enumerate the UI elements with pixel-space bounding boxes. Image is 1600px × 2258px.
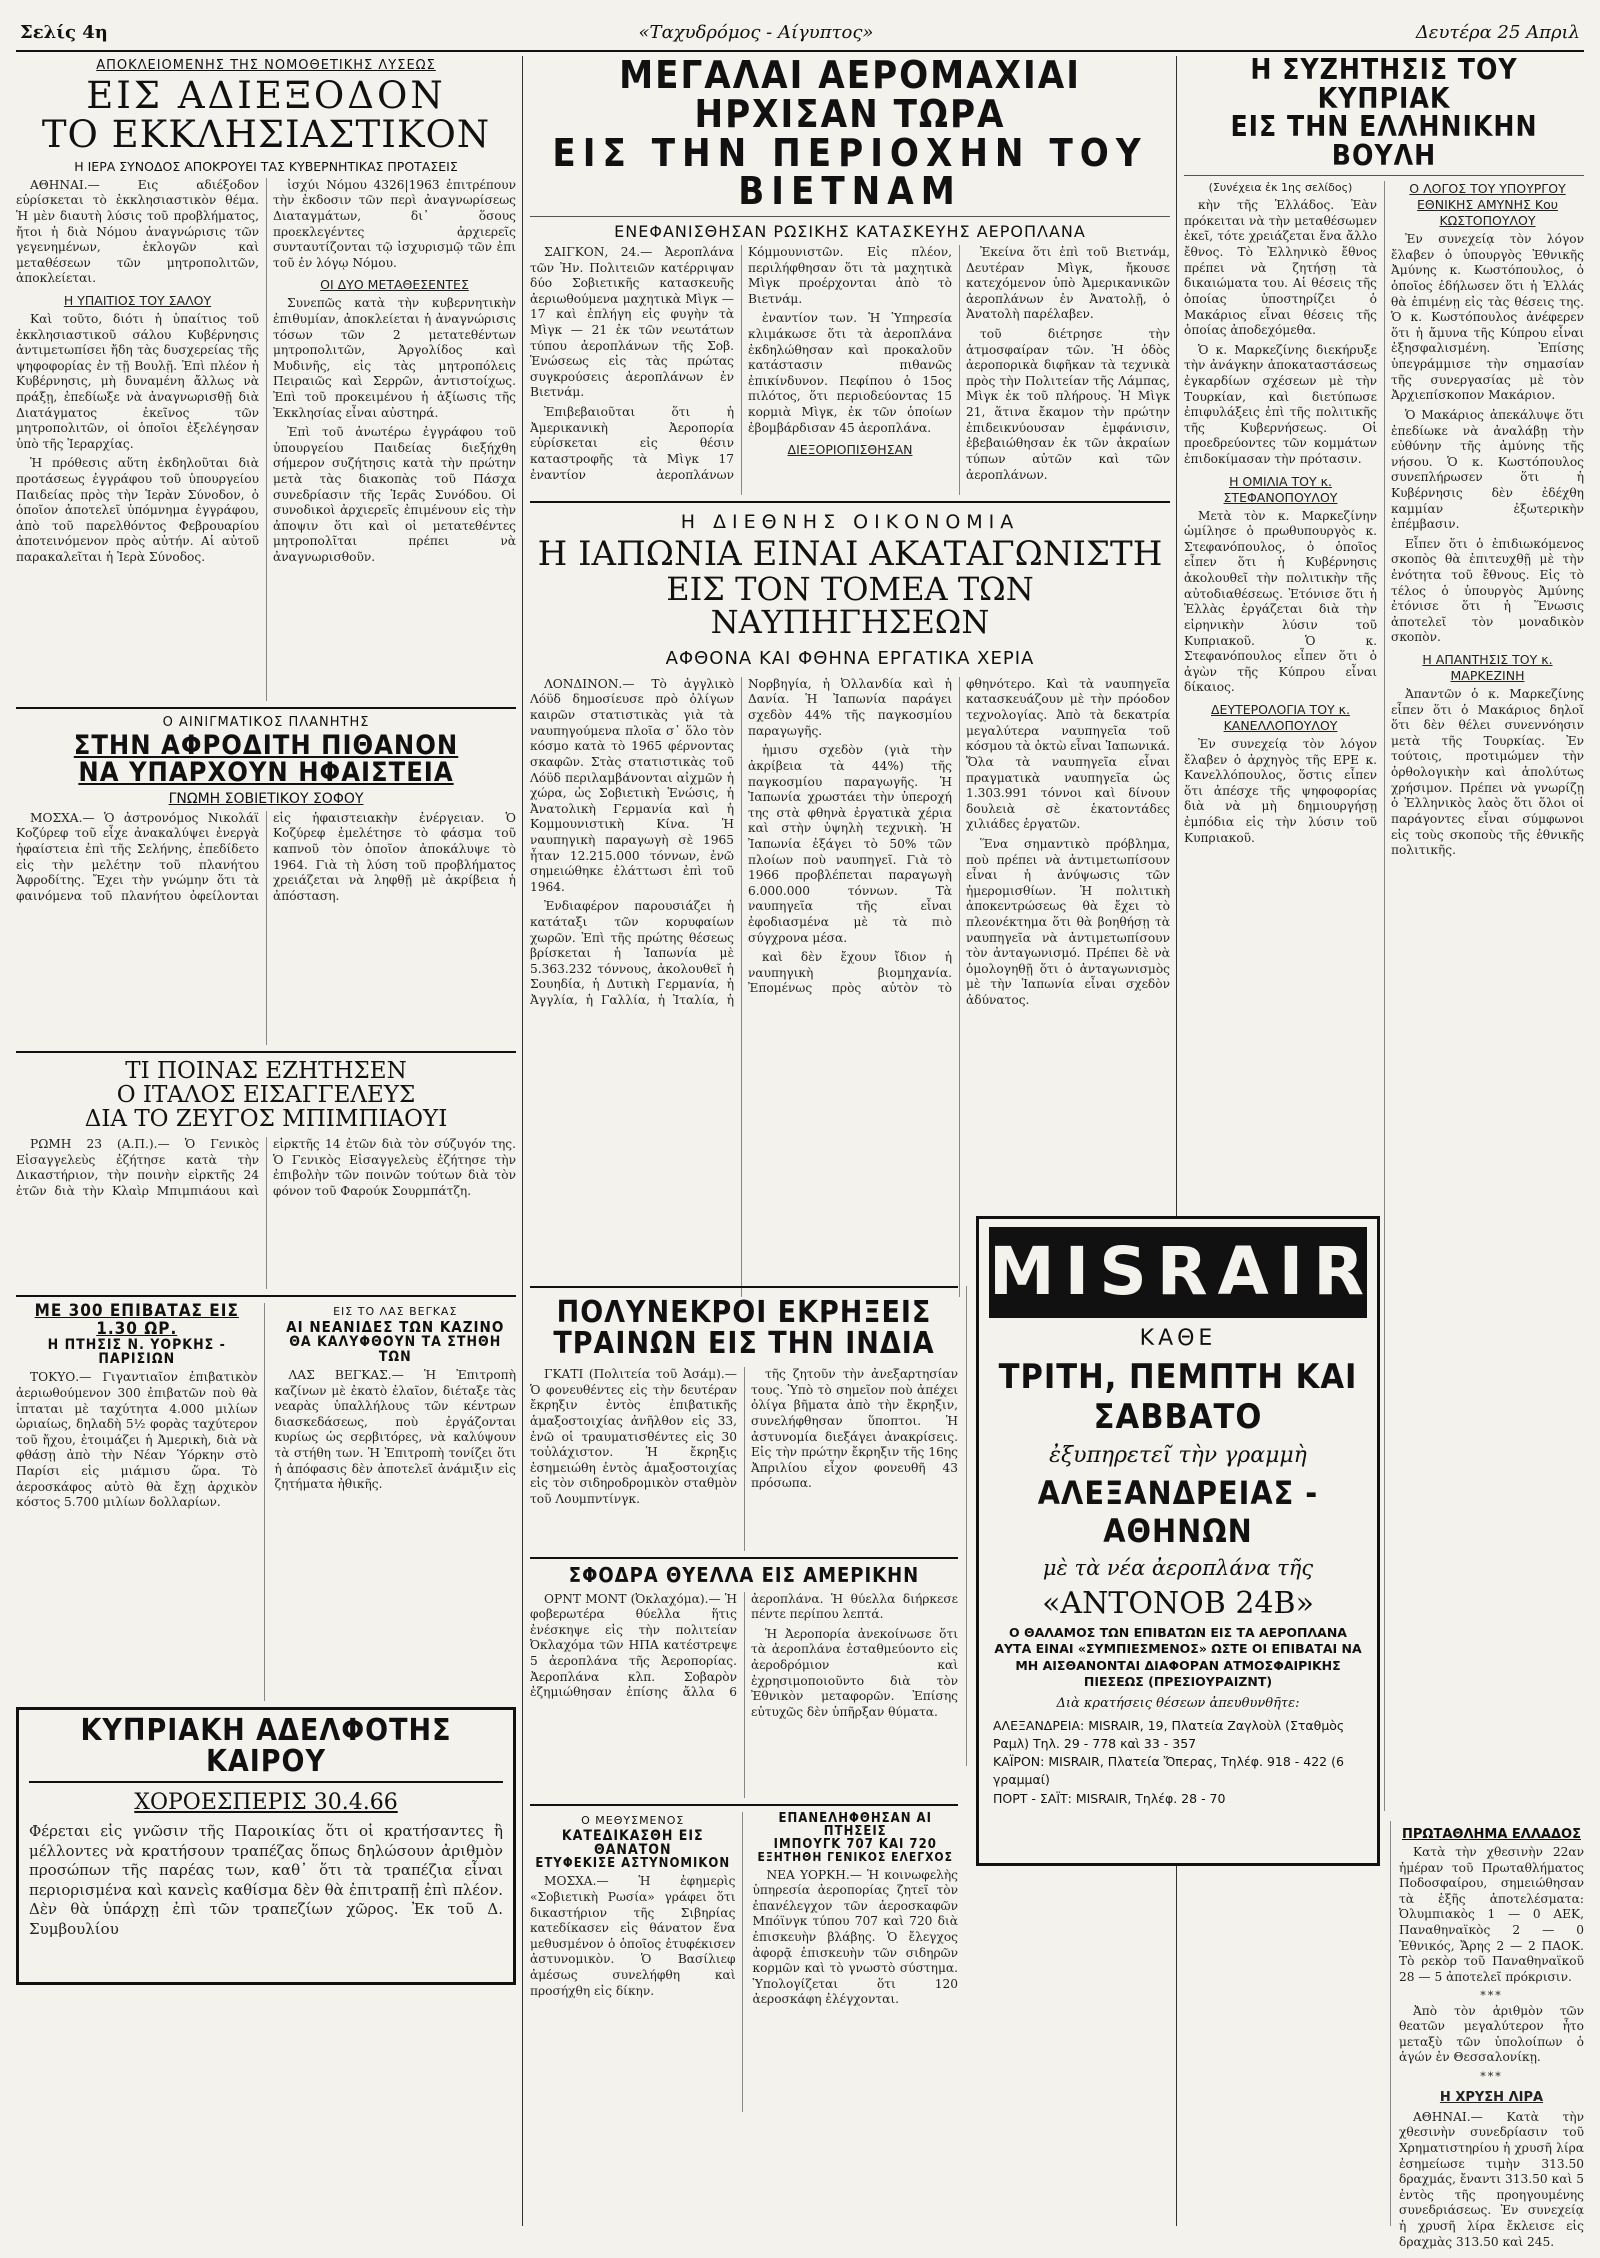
column-rule [966, 1286, 967, 1766]
article-boeing [753, 1812, 959, 2112]
article-kicker: Ο ΜΕΘΥΣΜΕΝΟΣ [581, 1813, 685, 1827]
paragraph: καὶ δὲν ἔχουν ἴδιον ἡ ναυπηγικὴ βιομηχανία. Ἐπομένως πρὸς αὐτὸν τὸ φθηνότερο. Καὶ τὰ ναυπηγεῖα κατασκευάζουν μὲ τὴν πρόοδον τεχνολογίας. Ἀπὸ τὰ δεκατρία μεγαλύτερα ναυπηγεῖα τοῦ κόσμου τὰ ὀκτὼ εἶναι Ἰαπωνικά. Ὅλα τὰ ναυπηγεῖα εἶναι πραγματικὰ ναυπηγεῖα ὡς 1.303.991 τόννοι καὶ δίνουν δουλειὰ σὲ ἑκατοντάδες χιλιάδες ἐργατῶν. [748, 676, 1170, 996]
paragraph: Ὁ κ. Μαρκεζίνης διεκήρυξε τὴν ἀνάγκην ἀποκαταστάσεως ἐγκαρδίων σχέσεων μὲ τὴν Τουρκίαν, καὶ διετύπωσε ἐπιφυλάξεις ἐπὶ τῆς πολιτικῆς τῆς Κυβερνήσεως. Οἱ προεδρεύοντες τῶν κομμάτων ἐπιδοκίμασαν τὴν πρότασιν. [1184, 342, 1377, 467]
issue-date: Δευτέρα 25 Απριλ [1415, 22, 1580, 43]
section-subheading: Ο ΛΟΓΟΣ ΤΟΥ ΥΠΟΥΡΓΟΥ ΕΘΝΙΚΗΣ ΑΜΥΝΗΣ Κου ΚΩΣΤΟΠΟΥΛΟΥ [1409, 181, 1566, 229]
paragraph: τῆς ζητοῦν τὴν ἀνεξαρτησίαν τους. Ὑπὸ τὸ σημεῖον ποὺ ἀπέχει ὀλίγα βῆματα ἀπὸ τὴν ἔκρηξιν, συνελήφθησαν ὕποπτοι. Ἡ ἀστυνομία διεξάγει ἀνακρίσεις. Εἰς τὴν πρώτην ἔκρηξιν τῆς 16ης Ἀπριλίου εἶχον φονευθῆ 43 πρόσωπα. [751, 1367, 958, 1491]
column-rule [1176, 56, 1177, 2226]
article-body [16, 1137, 516, 1289]
paragraph: ΓΚΑΤΙ (Πολιτεία τοῦ Ἀσάμ).— Ὁ φονευθέντες εἰς τὴν δευτέραν ἔκρηξιν ἐντὸς ἐπιβατικῆς ἁμαξοστοιχίας ἀνῆλθον εἰς 33, ἐνῶ οἱ τραυματισθέντες εἰς 30 τοὐλάχιστον. Ἡ ἔκρηξις ἐσημειώθη ἐντὸς ἁμαξοστοιχίας εἰς τὸν σιδηροδρομικὸν σταθμὸν τοῦ Λουμπντίνγκ. [530, 1367, 737, 1507]
section-subheading: ΔΙΕΞΟΡΙΟΠΙΣΘΗΣΑΝ [787, 442, 913, 458]
column-right [1184, 53, 1584, 2249]
article-headline: ΤΡΑΙΝΩΝ ΕΙΣ ΤΗΝ ΙΝΔΙΑ [553, 1325, 935, 1361]
section-subheading: Η ΧΡΥΣΗ ΛΙΡΑ [1439, 2090, 1544, 2106]
article-body [16, 811, 516, 1045]
article-headline: Η ΙΑΠΩΝΙΑ ΕΙΝΑΙ ΑΚΑΤΑΓΩΝΙΣΤΗ [537, 534, 1163, 574]
office-alexandria: ΑΛΕΞΑΝΔΡΕΙΑ: MISRAIR, 19, Πλατεία Ζαγλοὺλ (Σταθμὸς Ραμλ) Τηλ. 29 - 778 καὶ 33 - 357 [993, 1718, 1345, 1752]
article-headline: ΙΜΠΟΥΓΚ 707 ΚΑΙ 720 [773, 1837, 937, 1853]
article-headline: ΔΙΑ ΤΟ ΖΕΥΓΟΣ ΜΠΙΜΠΙΑΟΥΙ [84, 1106, 448, 1133]
section-subheading: ΔΕΥΤΕΡΟΛΟΓΙΑ ΤΟΥ κ. ΚΑΝΕΛΛΟΠΟΥΛΟΥ [1211, 701, 1350, 733]
divider [530, 1286, 958, 1288]
article-headline: ΕΠΑΝΕΛΗΦΘΗΣΑΝ ΑΙ ΠΤΗΣΕΙΣ [778, 1810, 932, 1839]
article-body [16, 1370, 258, 1510]
paragraph: ΛΟΝΔΙΝΟΝ.— Τὸ ἀγγλικὸ Λόϋδ δημοσίευσε πρὸ ὀλίγων καιρῶν στατιστικὰς γιὰ τὰ ναυπηγούμενα πλοῖα σ᾽ ὅλο τὸν κόσμο κατὰ τὸ 1965 φέρνοντας σκαφῶν. Στὰς στατιστικὰς τοῦ Λόϋδ περιλαμβάνονται αἰχμῶν ἡ χώρα, ὡς Σοβιετικὴ Ἑνώσις, ἡ Ἀνατολικὴ Γερμανία καὶ ἡ Κομμουνιστικὴ Κίνα. Ἡ ναυπηγικὴ παραγωγὴ σὲ 1965 ἦταν 12.215.000 τόννων, ἐνῶ σημειώθηκε ἐλάττωσι ἐπὶ τοῦ 1964. [530, 676, 734, 894]
divider [530, 501, 1170, 503]
separator-stars: *** [1480, 1989, 1503, 2003]
paragraph: ΜΟΣΧΑ.— Ἡ ἐφημερὶς «Σοβιετικὴ Ρωσία» γράφει ὅτι δικαστήριον τῆς Σιβηρίας κατεδίκασεν εἰς θάνατον ἕνα μεθυσμένον ὁ ὁποῖος ἐτυφέκισεν ἀστυνομικὸν. Ὁ Βασίλιεφ ἀμέσως συνελήφθη καὶ προσήχθη εἰς δίκην. [530, 1874, 736, 1998]
article-subheadline: ΓΝΩΜΗ ΣΟΒΙΕΤΙΚΟΥ ΣΟΦΟΥ [168, 790, 364, 807]
ad-booking: Διὰ κρατήσεις θέσεων ἀπευθυνθῆτε: [1056, 1696, 1300, 1711]
divider [530, 1557, 958, 1559]
divider [16, 1051, 516, 1053]
short-articles-row [16, 1303, 516, 1701]
paragraph: Ἀπὸ τὸν ἀριθμὸν τῶν θεατῶν μεγαλύτερον ἦτο μεταξὺ τῶν ὑπολοίπων ὁ ἀγών ἐν Θεσσαλονίκῃ. [1399, 2003, 1584, 2065]
separator-stars: *** [1480, 2070, 1503, 2083]
paragraph: Κατὰ τὴν χθεσινὴν 22αν ἡμέραν τοῦ Πρωταθλήματος Ποδοσφαίρου, σημειώθησαν τὰ ἑξῆς ἀποτελέσματα: Ὀλυμπιακὸς 1 — 0 ΑΕΚ, Παναθηναϊκὸς 2 — 0 Ἐθνικός, Ἄρης 2 — 2 ΠΑΟΚ. Τὸ ρεκὸρ τοῦ Παναθηναϊκοῦ 28 — 5 ἀποτελεῖ πρόκρισιν. [1399, 1845, 1584, 1984]
article-body [530, 677, 1170, 1297]
divider [16, 707, 516, 709]
column-left [16, 56, 516, 2226]
short-articles-row [530, 1812, 958, 2112]
notice-subheadline: ΧΟΡΟΕΣΠΕΡΙΣ 30.4.66 [134, 1790, 398, 1816]
misrair-logo: MISRAIR [989, 1227, 1367, 1318]
article-body [275, 1368, 517, 1493]
newspaper-name: «Ταχυδρόμος - Αίγυπτος» [638, 22, 874, 43]
paragraph: ΡΩΜΗ 23 (Α.Π.).— Ὁ Γενικὸς Εἰσαγγελεὺς ἐζήτησε κατὰ τὴν Δικαστήριον, τὴν ποινὴν εἰρκτῆς 24 ἐτῶν διὰ τὴν Κλαὶρ Μπιμπιάουι καὶ εἰρκτῆς 14 ἐτῶν διὰ τὸν σύζυγόν της. Ὁ Γενικὸς Εἰσαγγελεὺς ἐζήτησε τὴν ἐπιβολὴν τῶν ποινῶν τούτων διὰ τὸν φόνον τοῦ Φαρούκ Σουρμπάτζη. [16, 1137, 516, 1198]
ad-frame [976, 1216, 1380, 1866]
notice-body: Φέρεται εἰς γνῶσιν τῆς Παροικίας ὅτι οἱ κρατήσαντες ἢ μέλλοντες νὰ κρατήσουν τραπέζας ὅπως δηλώσουν ἀριθμὸν προσώπων τῆς παρέας των, καθ᾽ ὅτι τὰ τραπέζια εἶναι περιορισμένα καὶ κανεὶς καθίσμα δὲν θὰ ἐπιτραπῇ ἐπὶ πλέον. Δὲν θὰ ὑπάρχῃ ἐπὶ τῶν τραπεζίων χῶρος. Ἐκ τοῦ Δ. Συμβουλίου [29, 1822, 503, 1938]
paragraph: Ἐνδιαφέρον παρουσιάζει ἡ κατάταξι τῶν κορυφαίων χωρῶν. Ἐπὶ τῆς πρώτης θέσεως βρίσκεται ἡ Ἰαπωνία μὲ 5.363.232 τόννους, ἀκολουθεῖ ἡ Σουηδία, ἡ Δυτικὴ Γερμανία, ἡ Ἀγγλία, ἡ Γαλλία, ἡ Ἰταλία, ἡ Νορβηγία, ἡ Ὀλλανδία καὶ ἡ Δανία. Ἡ Ἰαπωνία παράγει σχεδὸν 44% τῆς παγκοσμίου παραγωγῆς. [530, 676, 952, 1008]
paragraph: Καὶ τοῦτο, διότι ἡ ὑπαίτιος τοῦ ἐκκλησιαστικοῦ σάλου Κυβέρνησις ἀντιμετωπίσει ἤδη τὰς δυσχερείας τῆς ψηφοφορίας ἐν τῇ Βουλῇ. Ἐπὶ πλέον ἡ Κυβέρνησις, μὴ δυναμένη ἄλλως νὰ πράξῃ, ἐπεδίωξε νὰ ἀναγνωρισθῇ διὰ Διατάγματος ἐκεῖνος τῶν μητροπολιτῶν, οἱ ὁποῖοι ἐξελέγησαν ὑπὸ τῆς Ἱεραρχίας. [16, 311, 259, 451]
ad-offices [979, 1713, 1377, 1818]
paragraph: ΜΟΣΧΑ.— Ὁ ἀστρονόμος Νικολάϊ Κοζύρεφ τοῦ εἶχε ἀνακαλύψει ἐνεργὰ ἡφαίστεια ἐπὶ τῆς Σελήνης, ἐπεδίδετο εἰς τὴν μελέτην τοῦ πλανήτου Ἀφροδίτης. Ἔχει τὴν γνώμην ὅτι τὰ φαινόμενα τοῦ πλανήτου ὀφείλονται εἰς ἡφαιστειακὴν ἐνέργειαν. Ὁ Κοζύρεφ ἐμελέτησε τὸ φάσμα τοῦ καπνοῦ τὸν ὁποῖον ἀποκάλυψε τὸ 1964. Γιὰ τὴ λύση τοῦ προβλήματος χρειάζεται νὰ ληφθῇ μὲ ἀκρίβεια ἡ ἀπόσταση. [16, 810, 516, 903]
ad-route: ΑΛΕΞΑΝΔΡΕΙΑΣ - ΑΘΗΝΩΝ [1037, 1474, 1319, 1550]
paragraph: Μετὰ τὸν κ. Μαρκεζίνην ὡμίλησε ὁ πρωθυπουργὸς κ. Στεφανόπουλος, ὁ ὁποῖος εἶπεν ὅτι ἡ Κυβέρνησις ἀκολουθεῖ τὴν πολιτικὴν τῆς αὐτοδιαθέσεως. Ἐτόνισε ὅτι ἡ Ἑλλὰς ἐργάζεται διὰ τὴν εἰρηνικὴν λύσιν τοῦ Κυπριακοῦ. Ὁ κ. Στεφανόπουλος εἶπεν ὅτι ὁ ἀγὼν τῆς Κύπρου εἶναι δίκαιος. [1184, 508, 1377, 695]
paragraph: Ἐν συνεχείᾳ τὸν λόγον ἔλαβεν ὁ ὑπουργὸς Ἐθνικῆς Ἀμύνης κ. Κωστόπουλος, ὁ ὁποῖος ἐδήλωσεν ὅτι ἡ Ἑλλάς θὰ ἐπιμένῃ εἰς τὰς θέσεις της. Ὁ κ. Κωστόπουλος ἀνέφερεν ὅτι ἡ ἄμυνα τῆς Κύπρου εἶναι ἐξησφαλισμένη. Ἐπίσης ὑπεγράμμισε τὴν σημασίαν τῆς συνεργασίας μὲ τὸν Ἀρχιεπίσκοπον Μακάριον. [1391, 232, 1584, 403]
section-subheading: Η ΥΠΑΙΤΙΟΣ ΤΟΥ ΣΑΛΟΥ [63, 292, 212, 308]
ad-each: ΚΑΘΕ [1139, 1326, 1217, 1351]
continuation-note: (Συνέχεια ἐκ 1ης σελίδος) [1208, 181, 1353, 195]
article-death-sentence [530, 1812, 743, 2112]
divider [530, 1804, 958, 1806]
paragraph: Ἀπαντῶν ὁ κ. Μαρκεζίνης εἶπεν ὅτι ὁ Μακάριος δηλοῖ ὅτι δὲν θέλει συνεννόησιν μετὰ τῆς Τουρκίας. Ἐν τούτοις, προτιμώμεν τὴν ὀρθολογικὴν καὶ ἀπολύτως χρήσιμον. Πρέπει νὰ γνωρίζῃ ὁ Ἑλληνικὸς λαὸς ὅτι ὅλοι οἱ παράγοντες εἶναι σύμφωνοι εἰς τοὺς σκοποὺς τῆς ἐθνικῆς πολιτικῆς. [1391, 687, 1584, 858]
section-subheading: Η ΑΠΑΝΤΗΣΙΣ ΤΟΥ κ. ΜΑΡΚΕΖΙΝΗ [1422, 652, 1553, 684]
article-headline: ΝΑ ΥΠΑΡΧΟΥΝ ΗΦΑΙΣΤΕΙΑ [78, 757, 454, 789]
paragraph: ἰσχύι Νόμου 4326|1963 ἐπιτρέπουν τὴν ἐκδοσιν τῶν περὶ ἀναγνωρίσεως Διαταγμάτων, δι᾽ ὅσους προεκλεγέντες ἀρχιερεῖς συνταυτίζονται τῷ ἰσχυρισμῷ τῶν ἐπι τοῦ ἐν λόγῳ Νόμου. [273, 177, 516, 270]
article-headline: Ο ΙΤΑΛΟΣ ΕΙΣΑΓΓΕΛΕΥΣ [116, 1081, 416, 1108]
article-headline: ΠΟΛΥΝΕΚΡΟΙ ΕΚΡΗΞΕΙΣ [556, 1295, 932, 1330]
paragraph: ἐναντίον των. Ἡ Ὑπηρεσία κλιμάκωσε ὅτι τὰ ἀεροπλάνα ἐκδηλώθησαν καὶ προκαλοῦν κατάστασιν πιθανῶς ἐπικίνδυνον. Πεφίπου ὁ 15ος πιλότος, ὅτι περιοδεύοντας 15 κορμιὰ Μὶγκ, ἐκ τῶν ὁποίων ἐβομβάρδισαν 45 ἀεροπλάνα. [748, 311, 952, 435]
ad-plane-model: «ΑΝΤΟΝΟΒ 24Β» [1042, 1586, 1314, 1621]
sports-and-gold [1390, 1821, 1584, 2249]
article-kicker: Η ΔΙΕΘΝΗΣ ΟΙΚΟΝΟΜΙΑ [680, 511, 1020, 533]
article-body [530, 245, 1170, 495]
paragraph: Συνεπῶς κατὰ τὴν κυβερνητικὴν ἐπιθυμίαν, ἀποκλείεται ἡ ἀναγνώρισις τόσων τῶν 2 μετατεθέντων μητροπολιτῶν, Ἀργολίδος καὶ Μυδινῆς, εἰς τὰς μητροπόλεις Πειραιῶς καὶ Σερρῶν, ἀντιστοίχως. Ἐπὶ τοῦ προκειμένου ἡ ἀξίωσις τῆς Ἐκκλησίας εἶναι αὐστηρά. [273, 296, 516, 420]
column-rule [522, 56, 523, 2226]
article-kicker: Ο ΑΙΝΙΓΜΑΤΙΚΟΣ ΠΛΑΝΗΤΗΣ [162, 714, 370, 730]
newspaper-page [16, 16, 1584, 2249]
divider [16, 1295, 516, 1297]
paragraph: Ἐπὶ τοῦ ἀνωτέρω ἐγγράφου τοῦ ὑπουργείου Παιδείας διεξήχθη σήμερον συζήτησις κατὰ τὴν πρώτην μετὰ τὰς διακοπὰς τοῦ Πάσχα συνεδρίασιν τῆς Ἱερᾶς Συνόδου. Οἱ συνοδικοὶ ἀρχιερεῖς ἐπιμένουν εἰς τὴν ἀποψιν ὅτι καὶ οἱ μετατεθέντες μητροπολῖται πρέπει νὰ ἀναγνωρισθοῦν. [273, 425, 516, 565]
article-headline: ΕΙΣ ΤΟΝ ΤΟΜΕΑ ΤΩΝ ΝΑΥΠΗΓΗΣΕΩΝ [666, 569, 1034, 642]
article-headline: Η ΠΤΗΣΙΣ Ν. ΥΟΡΚΗΣ - ΠΑΡΙΣΙΩΝ [47, 1336, 226, 1368]
paragraph: ἡμισυ σχεδὸν (γιὰ τὴν ἀκρίβεια τὰ 44%) τῆς παγκοσμίου παραγωγῆς. Ἡ Ἰαπωνία χρωστάει τὴν ὑπεροχή της στὰ φθηνὰ ἐργατικὰ χέρια καὶ στὴν ὑψηλὴ τεχνικὴ. Ἡ Ἰαπωνία ἐξάγει τὸ 50% τῶν πλοίων ποὺ ναυπηγεῖ. Γιὰ τὸ 1966 προβλέπεται παραγωγὴ 6.000.000 τόννων. Τὰ ναυπηγεῖα τῆς εἶναι ἐφοδιασμένα μὲ τὰ πιὸ σύγχρονα μέσα. [748, 743, 952, 945]
paragraph: ΣΑΙΓΚΟΝ, 24.— Ἀεροπλάνα τῶν Ἠν. Πολιτειῶν κατέρριψαν δύο Σοβιετικῆς κατασκευῆς ἀεριωθούμενα μαχητικὰ Μὶγκ — 17 καὶ ἐπλήγη εἰς φυγὴν τὰ Μὶγκ — 21 ἐκ τῶν νεωτάτων τύπου ἀεροπλάνων τῆς Σοβ. Ἑνώσεως εἰς τὰς πρώτας συγκρούσεις ἀεροπλάνων ἐν Βιετνάμ. [530, 245, 734, 400]
article-headline: ΕΙΣ ΤΗΝ ΕΛΛΗΝΙΚΗΝ ΒΟΥΛΗ [1230, 110, 1538, 172]
article-subheadline: ΕΝΕΦΑΝΙΣΘΗΣΑΝ ΡΩΣΙΚΗΣ ΚΑΤΑΣΚΕΥΗΣ ΑΕΡΟΠΛΑΝΑ [614, 222, 1086, 241]
article-kicker: ΑΠΟΚΛΕΙΟΜΕΝΗΣ ΤΗΣ ΝΟΜΟΘΕΤΙΚΗΣ ΛΥΣΕΩΣ [96, 58, 436, 73]
article-headline: ΣΦΟΔΡΑ ΘΥΕΛΛΑ ΕΙΣ ΑΜΕΡΙΚΗΝ [568, 1563, 920, 1588]
paragraph: Ὁ Μακάριος ἀπεκάλυψε ὅτι ἐπεδίωκε νὰ ἀναλάβῃ τὴν εὐθύνην τῆς ἀμύνης τῆς νήσου. Ὁ κ. Κωστόπουλος συνεπλήρωσεν ὅτι ἡ Κυβέρνησις δὲν ἐδέχθη καμμίαν ἐξωτερικὴν ἐπέμβασιν. [1391, 407, 1584, 532]
article-subheadline: Η ΙΕΡΑ ΣΥΝΟΔΟΣ ΑΠΟΚΡΟΥΕΙ ΤΑΣ ΚΥΒΕΡΝΗΤΙΚΑΣ ΠΡΟΤΑΣΕΙΣ [74, 158, 458, 174]
article-headline: ΘΑ ΚΑΛΥΦΘΟΥΝ ΤΑ ΣΤΗΘΗ ΤΩΝ [289, 1334, 502, 1365]
article-body [530, 1367, 958, 1551]
ad-serves: ἐξυπηρετεῖ τὴν γραμμὴ [1049, 1443, 1307, 1468]
paragraph: Εἶπεν ὅτι ὁ ἐπιδιωκόμενος σκοπὸς θὰ ἐπιτευχθῇ μὲ τὴν ἐνότητα τοῦ ἔθνους. Εἰς τὸ τέλος ὁ ὑπουργὸς Ἀμύνης ἐτόνισε ὅτι ἡ Ἕνωσις ἀποτελεῖ τὸν μοναδικὸν σκοπὸν. [1391, 536, 1584, 645]
article-body [1399, 1845, 1584, 2250]
paragraph: ΝΕΑ ΥΟΡΚΗ.— Ἡ κοινωφελὴς ὑπηρεσία ἀεροπορίας ζητεῖ τὸν ἐπανέλεγχον τῶν ἀεροσκαφῶν Μπόϊνγκ τύπου 707 καὶ 720 διὰ ἐπισκευὴν βλάβης. Ὁ ἔλεγχος ἀφορᾷ ἐπισκευὴν τῶν σιδηρῶν κορμῶν καὶ τὸ γνωστὸ σύστημα. Ὑπολογίζεται ὅτι 120 ἀεροσκάφη ἐλέγχονται. [752, 1867, 958, 2007]
paragraph: Ἐκείνα ὅτι ἐπὶ τοῦ Βιετνάμ, Δευτέραν Μὶγκ, ἤκουσε κατεχόμενον ὑπὸ Ἀμερικανικῶν ἀεροπλάνων ἐν Ἀνατολῇ, ὁ Ἀνατολὴ παρέλαβεν. [966, 245, 1170, 322]
article-headline: ΕΙΣ ΑΔΙΕΞΟΔΟΝ [86, 74, 446, 117]
divider [1184, 175, 1584, 176]
paragraph: ΟΡΝΤ ΜΟΝΤ (Ὀκλαχόμα).— Ἡ φοβερωτέρα θύελλα ἥτις ἐνέσκηψε εἰς τὴν πολιτείαν Ὀκλαχόμα τῶν ΗΠΑ κατέστρεψε 5 ἀεροπλάνα τῆς Ἀεροπορίας. Ἀεροπλάνα κλπ. Σοβαρὸν ἐζημιώθησαν ἐπίσης ἄλλα 6 ἀεροπλάνα. Ἡ θύελλα διήρκεσε πέντε περίπου λεπτά. [530, 1591, 958, 1700]
article-headline: ΤΟ ΕΚΚΛΗΣΙΑΣΤΙΚΟΝ [41, 112, 491, 156]
article-flight [16, 1303, 265, 1701]
article-headline: ΕΤΥΦΕΚΙΣΕ ΑΣΤΥΝΟΜΙΚΟΝ [535, 1856, 731, 1872]
article-headline: ΣΤΗΝ ΑΦΡΟΔΙΤΗ ΠΙΘΑΝΟΝ [73, 729, 459, 761]
article-headline: Η ΣΥΖΗΤΗΣΙΣ ΤΟΥ ΚΥΠΡΙΑΚ [1250, 53, 1518, 115]
paragraph: ΑΘΗΝΑΙ.— Εις αδιέξοδον εὑρίσκεται τὸ ἐκκλησιαστικὸν θέμα. Ἡ μὲν διαυτὴ λύσις τοῦ προβλήματος, ἤτοι ἡ διὰ Νόμου ἀναγνώρισις τῶν γεγενημένων, ἐκλογῶν καὶ μεταθέσεων τῶν μητροπολιτῶν, ἀποκλείεται. [16, 177, 259, 286]
section-subheading: ΠΡΩΤΑΘΛΗΜΑ ΕΛΛΑΔΟΣ [1402, 1827, 1581, 1842]
article-headline: ΚΑΤΕΔΙΚΑΣΘΗ ΕΙΣ ΘΑΝΑΤΟΝ [561, 1827, 704, 1858]
article-headline: ΕΞΗΤΗΘΗ ΓΕΝΙΚΟΣ ΕΛΕΓΧΟΣ [757, 1850, 953, 1865]
ad-cabin-note: Ο ΘΑΛΑΜΟΣ ΤΩΝ ΕΠΙΒΑΤΩΝ ΕΙΣ ΤΑ ΑΕΡΟΠΛΑΝΑ ΑΥΤΑ ΕΙΝΑΙ «ΣΥΜΠΙΕΣΜΕΝΟΣ» ΩΣΤΕ ΟΙ ΕΠΙΒΑΤΑΙ ΝΑ ΜΗ ΑΙΣΘΑΝΟΝΤΑΙ ΔΙΑΦΟΡΑΝ ΑΤΜΟΣΦΑΙΡΙΚΗΣ ΠΙΕΣΕΩΣ (ΠΡΕΣΙΟΥΡΑΙΖΝΤ) [994, 1625, 1362, 1689]
section-subheading: Η ΟΜΙΛΙΑ ΤΟΥ κ. ΣΤΕΦΑΝΟΠΟΥΛΟΥ [1223, 473, 1338, 505]
divider [530, 216, 1170, 217]
center-lower-left [530, 1286, 958, 2226]
paragraph: ΤΟΚΥΟ.— Γιγαντιαῖον ἐπιβατικὸν ἀεριωθούμενον 300 ἐπιβατῶν ποὺ θὰ ἱπταται μὲ ταχύτητα 4.000 μιλίων ὡριαίως, δηλαδὴ 5½ φορὰς ταχύτερον τοῦ ἤχου, ἐτοιμάζει ἡ Ἀμερικὴ, διὰ νὰ φθάσῃ ἀπὸ τὴν Νέαν Ὑόρκην στὸ Παρίσι εἰς μιάμισυ ὥρα. Τὸ ἀεροσκάφος αὐτὸ θὰ ἔχῃ ἀρχικὸν κόστος 5.700 μιλίων δολλαρίων. [16, 1370, 258, 1510]
paragraph: Ἐπιβεβαιοῦται ὅτι ἡ Ἀμερικανικὴ Ἀεροπορία εὑρίσκεται εἰς θέσιν καταστροφῆς τὰ Μὶγκ 17 ἐναντίον ἀεροπλάνων Κόμμουνιστῶν. Εἰς πλέον, περιλήφθησαν ὅτι τὰ μαχητικὰ Μὶγκ προέρχονται ἀπὸ τὸ Βιετνάμ. [530, 245, 952, 482]
article-headline: ΑΙ ΝΕΑΝΙΔΕΣ ΤΩΝ ΚΑΖΙΝΟ [286, 1318, 505, 1337]
paragraph: Ἐν συνεχείᾳ τὸν λόγον ἔλαβεν ὁ ἀρχηγὸς τῆς ΕΡΕ κ. Κανελλόπουλος, ὅστις εἶπεν ὅτι ἀπέσχε τῆς ψηφοφορίας διὰ νὰ μὴ δημιουργήσῃ ἐμπόδια εἰς τὴν λύσιν τοῦ Κυπριακοῦ. [1184, 736, 1377, 845]
article-body [16, 178, 516, 701]
article-body [530, 1592, 958, 1798]
paragraph: τοῦ διέτρησε τὴν ἀτμοσφαίραν τῶν. Ἡ ὁδὸς ἀεροπορικὰ διφῆκαν τὰ τεχνικὰ πρὸς τὴν Πολιτείαν τῆς Λάμπας, Μὶγκ ἐκ τοῦ πλήρους. Ἡ Μὶγκ 21, ἅτινα ἔκαμον τὴν πρώτην ἐπιδεικνύουσαν ἐμφάνισιν, ἐβεβαιώθησαν ἐκ τῶν ἀκραίων τύπων αὐτῶν καὶ τῶν ἀεροπλάνων. [966, 327, 1170, 482]
article-body [530, 1874, 736, 1999]
paragraph: κὴν τῆς Ἑλλάδος. Ἐὰν πρόκειται νὰ τὴν μεταθέσωμεν ἐκεῖ, τότε χρειάζεται ἕνα ἄλλο ἔθνος. Τὸ Ἑλληνικὸ ἔθνος πρέπει νὰ ζητήσῃ τὰ δικαιώματα του. Αἱ θέσεις τῆς ὁποίας ὑποστηρίζει ὁ Μακάριος εἶναι θέσεις τῆς ὁποίας ἀποδεχόμεθα. [1184, 198, 1377, 338]
ad-with-planes: μὲ τὰ νέα ἀεροπλάνα τῆς [1042, 1556, 1314, 1580]
masthead [16, 16, 1584, 52]
paragraph: Ἡ Ἀεροπορία ἀνεκοίνωσε ὅτι τὰ ἀεροπλάνα ἐσταθμεύοντο εἰς ἀεροδρόμιον καὶ ἐχρησιμοποιοῦντο διὰ τὸν Ἐθνικὸν μεταφορῶν. Ἐπίσης εὐτυχῶς δὲν ὑπῆρξαν θύματα. [751, 1626, 958, 1719]
notice-headline: ΚΥΠΡΙΑΚΗ ΑΔΕΛΦΟΤΗΣ ΚΑΙΡΟΥ [29, 1716, 503, 1783]
article-subheadline: ΑΦΘΟΝΑ ΚΑΙ ΦΘΗΝΑ ΕΡΓΑΤΙΚΑ ΧΕΡΙΑ [665, 647, 1035, 669]
ad-days: ΤΡΙΤΗ, ΠΕΜΠΤΗ ΚΑΙ ΣΑΒΒΑΤΟ [998, 1357, 1358, 1437]
article-headline: ΜΕΓΑΛΑΙ ΑΕΡΟΜΑΧΙΑΙ ΗΡΧΙΣΑΝ ΤΩΡΑ [619, 53, 1081, 136]
article-las-vegas [275, 1303, 517, 1701]
paragraph: Ἡ πρόθεσις αὕτη ἐκδηλοῦται διὰ προτάσεως ἐγγράφου τοῦ ὑπουργείου Παιδείας πρὸς τὴν Ἱερὰν Σύνοδον, ὁ ὁποῖον ἀποτελεῖ ὑπόμνημα ἐγγράφου, ἀπὸ τοῦ παρελθόντος Φεβρουαρίου ἀποτεινόμενον πρὸς αὐτήν. Αἱ αὐτοῦ παρακαλεῖται ἡ Ἱερὰ Σύνοδος. [16, 456, 259, 565]
article-headline: ΤΙ ΠΟΙΝΑΣ ΕΖΗΤΗΣΕΝ [125, 1057, 407, 1084]
page-number: Σελίς 4η [20, 22, 108, 43]
article-kicker: ΕΙΣ ΤΟ ΛΑΣ ΒΕΓΚΑΣ [333, 1305, 458, 1319]
office-cairo: ΚΑΪΡΟΝ: MISRAIR, Πλατεία Ὄπερας, Τηλέφ. 918 - 422 (6 γραμμαί) [993, 1754, 1344, 1788]
column-center [530, 53, 1170, 2226]
article-body [753, 1868, 959, 2008]
cyprus-brotherhood-notice [16, 1707, 516, 1985]
section-subheading: ΟΙ ΔΥΟ ΜΕΤΑΘΕΣΕΝΤΕΣ [320, 277, 469, 293]
paragraph: ΛΑΣ ΒΕΓΚΑΣ.— Ἡ Ἐπιτροπὴ καζίνων μὲ ἐκατὸ ἐλαῖον, διέταξε τὰς νεαρὰς ὑπαλλήλους τῶν κέντρων διασκεδάσεως, ποὺ ἐργάζονται κυρίως ὡς σερβιτόρες, νὰ καλύψουν τὰ στήθη των. Ἡ Ἐπιτροπὴ τονίζει ὅτι ἡ ἀπόφασις δὲν ἀποτελεῖ ἀνάμιξιν εἰς ζητήματα ἠθικῆς. [274, 1368, 516, 1492]
article-headline: ΜΕ 300 ΕΠΙΒΑΤΑΣ ΕΙΣ 1.30 ΩΡ. [34, 1301, 239, 1339]
article-headline: ΕΙΣ ΤΗΝ ΠΕΡΙΟΧΗΝ ΤΟΥ ΒΙΕΤΝΑΜ [552, 130, 1148, 214]
paragraph: Ἕνα σημαντικὸ πρόβλημα, ποὺ πρέπει νὰ ἀντιμετωπίσουν εἶναι ἡ ἀνύψωσις τῶν ἡμερομισθίων. Ἡ πολιτικὴ ἀποκεντρώσεως θὰ ἔχει τὸ πλεονέκτημα ὅτι θὰ βοηθήσῃ τὰ ναυπηγεῖα νὰ ἀντιμετωπίσουν τὸν ἀνταγωνισμό. Πρέπει δὲ νὰ ὁμολογηθῇ ὅτι ὁ ἀνταγωνισμὸς μὲ τὴν Ἰαπωνία εἶναι σχεδὸν ἀδύνατος. [966, 836, 1170, 1008]
misrair-advertisement [976, 1216, 1380, 1866]
paragraph: ΑΘΗΝΑΙ.— Κατὰ τὴν χθεσινὴν συνεδρίασιν τοῦ Χρηματιστηρίου ἡ χρυσῆ λίρα ἐσημείωσε τιμὴν 313.50 δραχμάς, ἔναντι 313.50 καὶ 5 ἐντὸς τῆς προηγουμένης συνεδριάσεως. Ἐν συνεχείᾳ ἡ χρυσῆ λίρα ἔκλεισε εἰς δραχμὰς 313.50 καὶ 245. [1399, 2109, 1584, 2249]
office-port-said: ΠΟΡΤ - ΣΑΪΤ: MISRAIR, Τηλέφ. 28 - 70 [993, 1790, 1226, 1806]
